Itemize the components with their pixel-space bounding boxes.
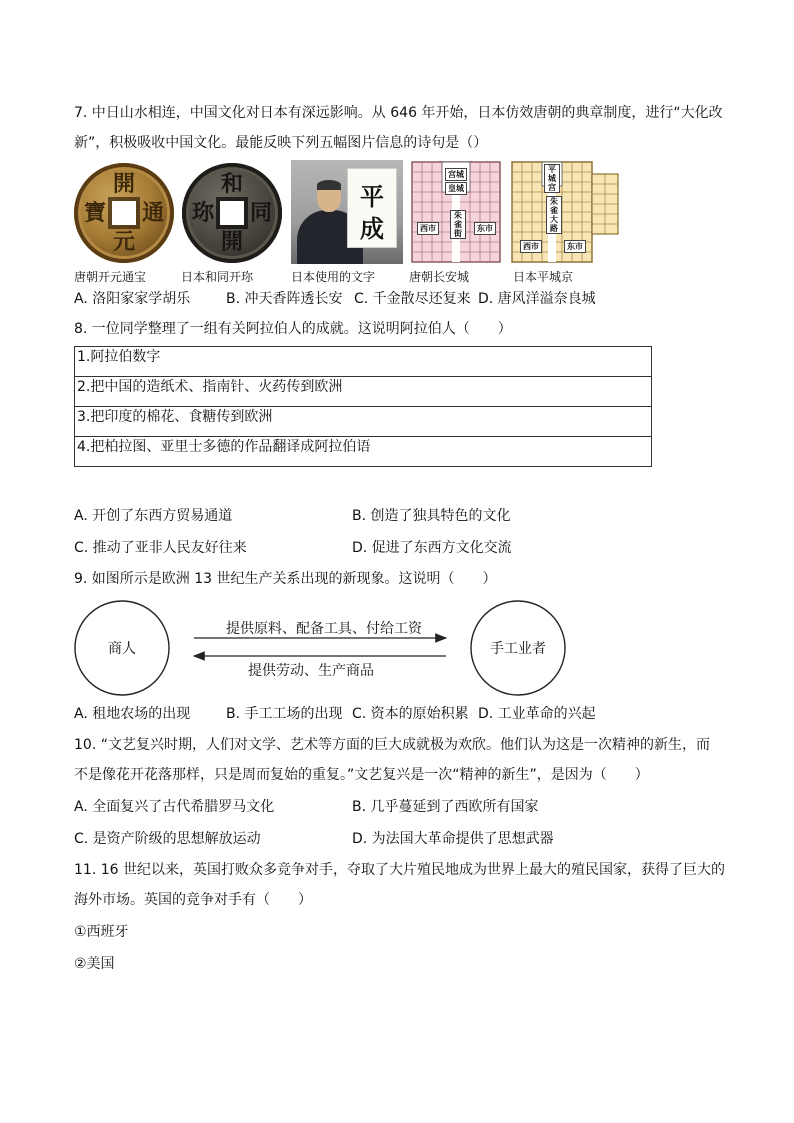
q11-stem-line1: 11. 16 世纪以来，英国打败众多竞争对手，夺取了大片殖民地成为世界上最大的殖民国家，获得了巨大的 [74,862,725,878]
map-label: 西市 [417,222,439,235]
caption-heijokyo: 日本平城京 [513,270,574,284]
wado-kaichin-coin-image [182,163,282,263]
q10-stem-line1: 10. “文艺复兴时期，人们对文学、艺术等方面的巨大成就极为欢欣。他们认为这是一次精神的新生，而 [74,737,710,753]
q8-stem: 8. 一位同学整理了一组有关阿拉伯人的成就。这说明阿拉伯人（ ） [74,321,512,337]
map-label: 宫城 [445,168,467,181]
coin-char: 珎 [191,200,214,226]
coin-char: 寶 [83,200,106,226]
q8-achievements-table [74,346,652,467]
caption-wado-kaichin: 日本和同开珎 [181,270,254,284]
q9-option-b[interactable]: B. 手工工场的出现 [226,706,343,722]
merchant-node-label: 商人 [108,641,136,657]
q7-stem-line1: 7. 中日山水相连，中国文化对日本有深远影响。从 646 年开始，日本仿效唐朝的典章制度，进行“大化改 [74,105,723,121]
coin-char: 和 [220,171,243,197]
q8-option-a[interactable]: A. 开创了东西方贸易通道 [74,508,233,524]
coin-char: 開 [220,229,243,255]
artisan-node-label: 手工业者 [490,641,546,657]
q11-item-2: ②美国 [74,956,115,972]
person-hair [317,180,341,190]
coin-hole [220,201,244,225]
table-row [75,437,652,467]
q9-option-a[interactable]: A. 租地农场的出现 [74,706,191,722]
coin-char: 開 [112,171,135,197]
map-label: 朱雀大路 [546,196,562,234]
q8-option-c[interactable]: C. 推动了亚非人民友好往来 [74,540,247,556]
board-char: 成 [360,214,384,243]
coin-char: 通 [141,200,164,226]
map-label: 平城宫 [544,164,560,193]
q9-option-c[interactable]: C. 资本的原始积累 [352,706,469,722]
q7-option-d[interactable]: D. 唐风洋溢奈良城 [478,291,596,307]
q9-relation-diagram [74,600,584,700]
coin-char: 元 [112,229,135,255]
q11-item-1: ①西班牙 [74,924,129,940]
map-label: 东市 [564,240,586,253]
coin-char: 同 [249,200,272,226]
caption-changan: 唐朝长安城 [409,270,470,284]
q11-stem-line2: 海外市场。英国的竞争对手有（ ） [74,892,312,908]
top-arrow-label: 提供原料、配备工具、付给工资 [226,621,422,637]
q9-stem: 9. 如图所示是欧洲 13 世纪生产关系出现的新现象。这说明（ ） [74,571,497,587]
table-row [75,347,652,377]
heisei-announcement-photo [291,160,403,264]
coin-hole [112,201,136,225]
q7-stem-line2: 新”，积极吸收中国文化。最能反映下列五幅图片信息的诗句是（） [74,135,488,151]
q10-option-b[interactable]: B. 几乎蔓延到了西欧所有国家 [352,799,539,815]
q10-option-d[interactable]: D. 为法国大革命提供了思想武器 [352,831,554,847]
q8-option-b[interactable]: B. 创造了独具特色的文化 [352,508,511,524]
caption-kaiyuan-tongbao: 唐朝开元通宝 [74,270,147,284]
q9-option-d[interactable]: D. 工业革命的兴起 [478,706,596,722]
map-label: 东市 [474,222,496,235]
table-cell: 4.把柏拉图、亚里士多德的作品翻译成阿拉伯语 [75,437,652,467]
table-cell: 2.把中国的造纸术、指南针、火药传到欧洲 [75,377,652,407]
q10-stem-line2: 不是像花开花落那样，只是周而复始的重复。”文艺复兴是一次“精神的新生”，是因为（ ） [74,767,649,783]
table-cell: 1.阿拉伯数字 [75,347,652,377]
q10-option-a[interactable]: A. 全面复兴了古代希腊罗马文化 [74,799,275,815]
q7-option-a[interactable]: A. 洛阳家家学胡乐 [74,291,191,307]
q10-option-c[interactable]: C. 是资产阶级的思想解放运动 [74,831,261,847]
q7-option-b[interactable]: B. 冲天香阵透长安 [226,291,343,307]
table-cell: 3.把印度的棉花、食糖传到欧洲 [75,407,652,437]
table-row [75,407,652,437]
table-row [75,377,652,407]
q7-option-c[interactable]: C. 千金散尽还复来 [354,291,471,307]
caption-japanese-script: 日本使用的文字 [291,270,376,284]
heijokyo-city-map [510,160,620,264]
heisei-board [347,168,397,248]
q8-option-d[interactable]: D. 促进了东西方文化交流 [352,540,512,556]
map-label: 西市 [520,240,542,253]
bottom-arrow-label: 提供劳动、生产商品 [248,663,374,679]
map-label: 皇城 [445,182,467,195]
map-label: 朱雀街 [450,210,466,239]
kaiyuan-tongbao-coin-image [74,163,174,263]
changan-city-map [408,160,504,264]
board-char: 平 [360,182,384,211]
